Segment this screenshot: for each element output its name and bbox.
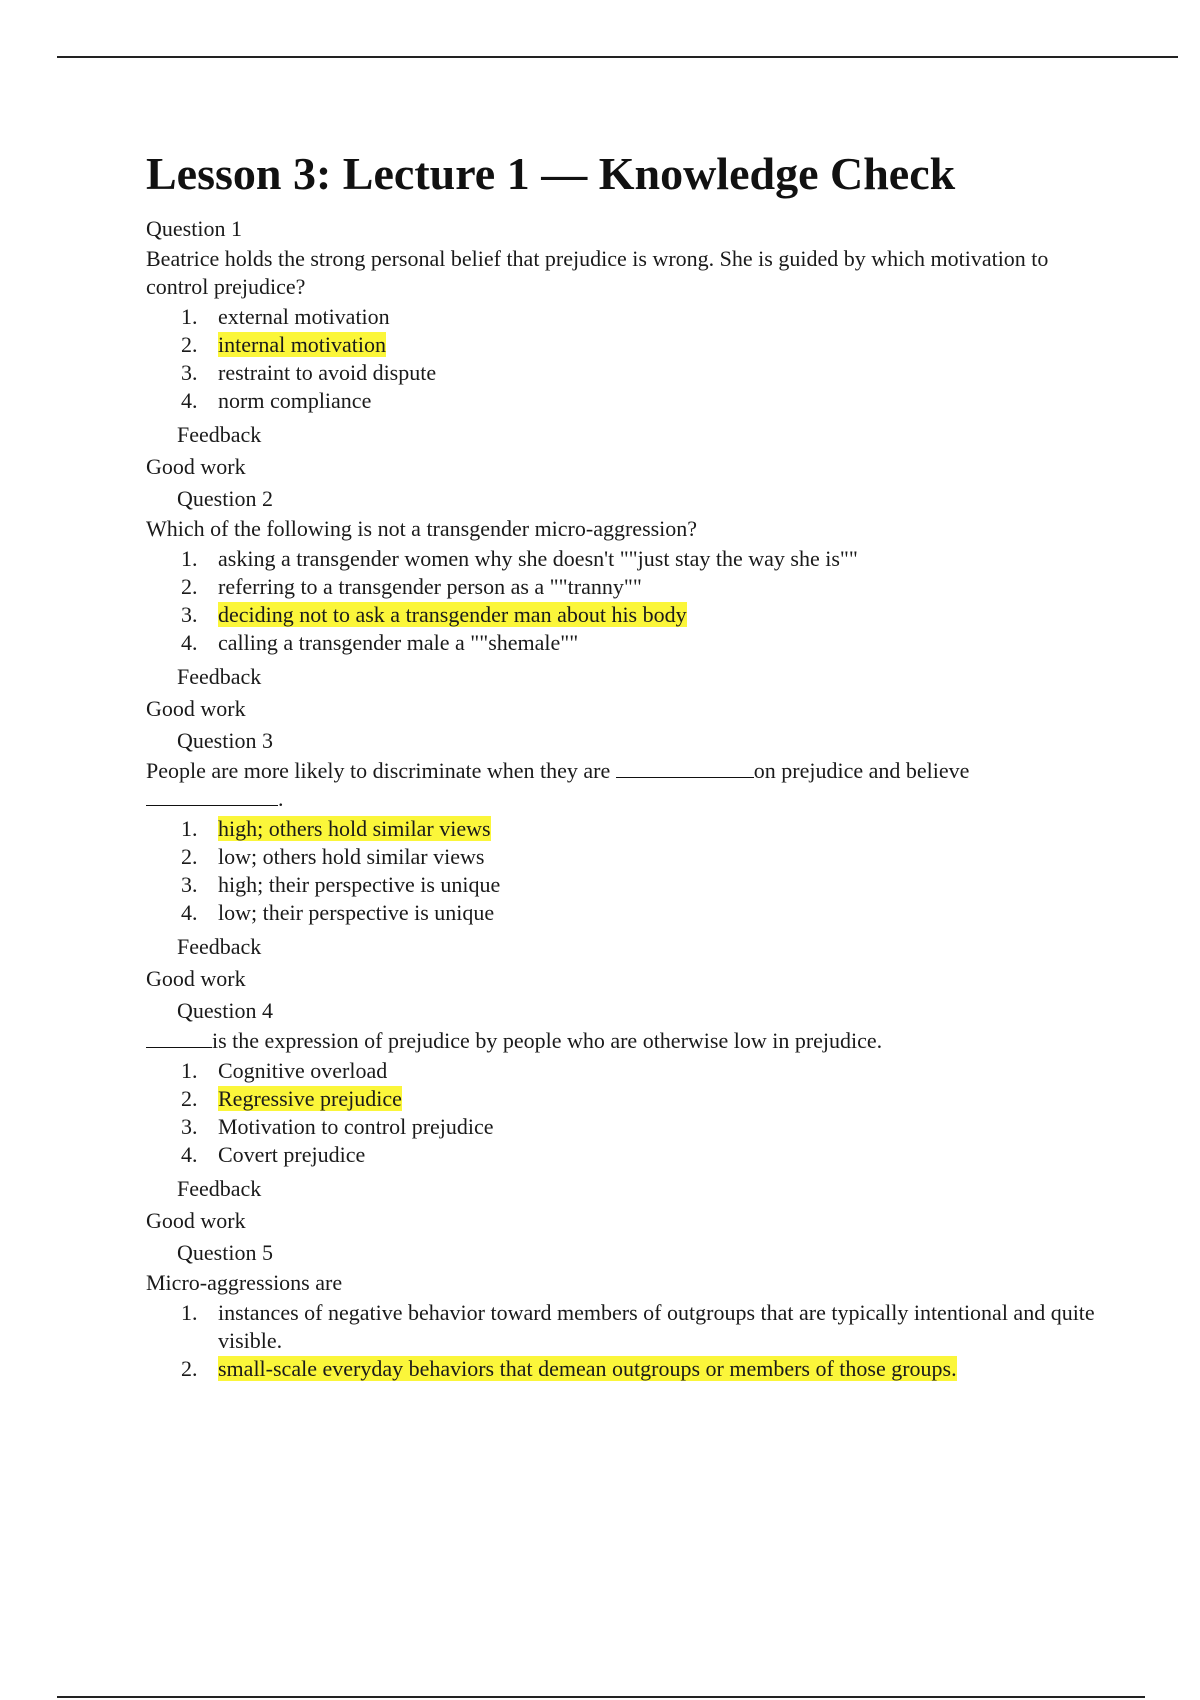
question-label: Question 4 bbox=[177, 998, 273, 1023]
feedback-label: Feedback bbox=[177, 1176, 262, 1201]
stem-part-1: People are more likely to discriminate when they are bbox=[146, 758, 616, 783]
option bbox=[146, 303, 1106, 331]
question-stem bbox=[146, 1027, 1106, 1055]
option-number: 3. bbox=[181, 872, 198, 897]
option-number: 2. bbox=[181, 1356, 198, 1381]
option-text: low; others hold similar views bbox=[218, 844, 485, 869]
option-text: referring to a transgender person as a ""tranny"" bbox=[218, 574, 642, 599]
option-text: instances of negative behavior toward members of outgroups that are typically intentional and quite visible. bbox=[218, 1300, 1095, 1353]
option bbox=[146, 1299, 1106, 1355]
stem-end: . bbox=[278, 786, 284, 811]
option bbox=[146, 871, 1106, 899]
option-selected bbox=[146, 601, 1106, 629]
option-text: Cognitive overload bbox=[218, 1058, 388, 1083]
option-text-highlighted: high; others hold similar views bbox=[218, 816, 491, 841]
option-text: asking a transgender women why she doesn't ""just stay the way she is"" bbox=[218, 546, 858, 571]
option-number: 2. bbox=[181, 574, 198, 599]
option bbox=[146, 1141, 1106, 1169]
option-number: 1. bbox=[181, 1300, 198, 1325]
question-label: Question 3 bbox=[177, 728, 273, 753]
option-selected bbox=[146, 331, 1106, 359]
stem-part-2: on prejudice and believe bbox=[753, 758, 970, 783]
option-number: 3. bbox=[181, 602, 198, 627]
option-text-highlighted: internal motivation bbox=[218, 332, 387, 357]
option bbox=[146, 843, 1106, 871]
option-number: 3. bbox=[181, 360, 198, 385]
option bbox=[146, 899, 1106, 927]
option-text-highlighted: deciding not to ask a transgender man about his body bbox=[218, 602, 687, 627]
option-number: 4. bbox=[181, 630, 198, 655]
option-text: calling a transgender male a ""shemale"" bbox=[218, 630, 579, 655]
document-body bbox=[146, 145, 1106, 1387]
option-number: 2. bbox=[181, 1086, 198, 1111]
top-rule bbox=[57, 56, 1178, 58]
option-number: 4. bbox=[181, 1142, 198, 1167]
fill-in-blank bbox=[146, 1027, 212, 1048]
option-text: norm compliance bbox=[218, 388, 372, 413]
stem-text: is the expression of prejudice by people who are otherwise low in prejudice. bbox=[212, 1028, 883, 1053]
options-list bbox=[146, 1299, 1106, 1383]
feedback-text: Good work bbox=[146, 454, 246, 479]
feedback-text: Good work bbox=[146, 966, 246, 991]
option bbox=[146, 573, 1106, 601]
options-list bbox=[146, 303, 1106, 415]
question-stem: Which of the following is not a transgender micro-aggression? bbox=[146, 516, 698, 541]
option-text: low; their perspective is unique bbox=[218, 900, 495, 925]
question-4 bbox=[146, 995, 1106, 1237]
question-2 bbox=[146, 483, 1106, 725]
question-label: Question 1 bbox=[146, 216, 242, 241]
option-text-highlighted: small-scale everyday behaviors that demean outgroups or members of those groups. bbox=[218, 1356, 957, 1381]
fill-in-blank bbox=[146, 785, 278, 806]
option-number: 1. bbox=[181, 1058, 198, 1083]
feedback-label: Feedback bbox=[177, 934, 262, 959]
option-selected bbox=[146, 1085, 1106, 1113]
options-list bbox=[146, 545, 1106, 657]
option bbox=[146, 545, 1106, 573]
feedback-text: Good work bbox=[146, 696, 246, 721]
feedback-label: Feedback bbox=[177, 422, 262, 447]
option-text: Motivation to control prejudice bbox=[218, 1114, 494, 1139]
page-title: Lesson 3: Lecture 1 — Knowledge Check bbox=[146, 148, 956, 199]
option-number: 3. bbox=[181, 1114, 198, 1139]
question-label: Question 5 bbox=[177, 1240, 273, 1265]
question-1 bbox=[146, 213, 1106, 483]
option-number: 1. bbox=[181, 816, 198, 841]
option-text: Covert prejudice bbox=[218, 1142, 366, 1167]
option-number: 2. bbox=[181, 844, 198, 869]
options-list bbox=[146, 1057, 1106, 1169]
option bbox=[146, 387, 1106, 415]
question-label: Question 2 bbox=[177, 486, 273, 511]
option-selected bbox=[146, 1355, 1106, 1383]
option-text: high; their perspective is unique bbox=[218, 872, 501, 897]
option-number: 1. bbox=[181, 304, 198, 329]
option-text: external motivation bbox=[218, 304, 390, 329]
option-number: 1. bbox=[181, 546, 198, 571]
bottom-rule bbox=[57, 1696, 1145, 1698]
option bbox=[146, 1113, 1106, 1141]
question-3 bbox=[146, 725, 1106, 995]
option-number: 4. bbox=[181, 388, 198, 413]
question-stem: Micro-aggressions are bbox=[146, 1270, 343, 1295]
option bbox=[146, 629, 1106, 657]
option-number: 4. bbox=[181, 900, 198, 925]
option bbox=[146, 1057, 1106, 1085]
feedback-text: Good work bbox=[146, 1208, 246, 1233]
feedback-label: Feedback bbox=[177, 664, 262, 689]
question-stem: Beatrice holds the strong personal belief that prejudice is wrong. She is guided by which motivation to control prejudice? bbox=[146, 246, 1049, 299]
fill-in-blank bbox=[616, 757, 754, 778]
option-text-highlighted: Regressive prejudice bbox=[218, 1086, 402, 1111]
option-text: restraint to avoid dispute bbox=[218, 360, 437, 385]
question-stem bbox=[146, 757, 1106, 813]
option-selected bbox=[146, 815, 1106, 843]
option bbox=[146, 359, 1106, 387]
question-5 bbox=[146, 1237, 1106, 1383]
options-list bbox=[146, 815, 1106, 927]
option-number: 2. bbox=[181, 332, 198, 357]
